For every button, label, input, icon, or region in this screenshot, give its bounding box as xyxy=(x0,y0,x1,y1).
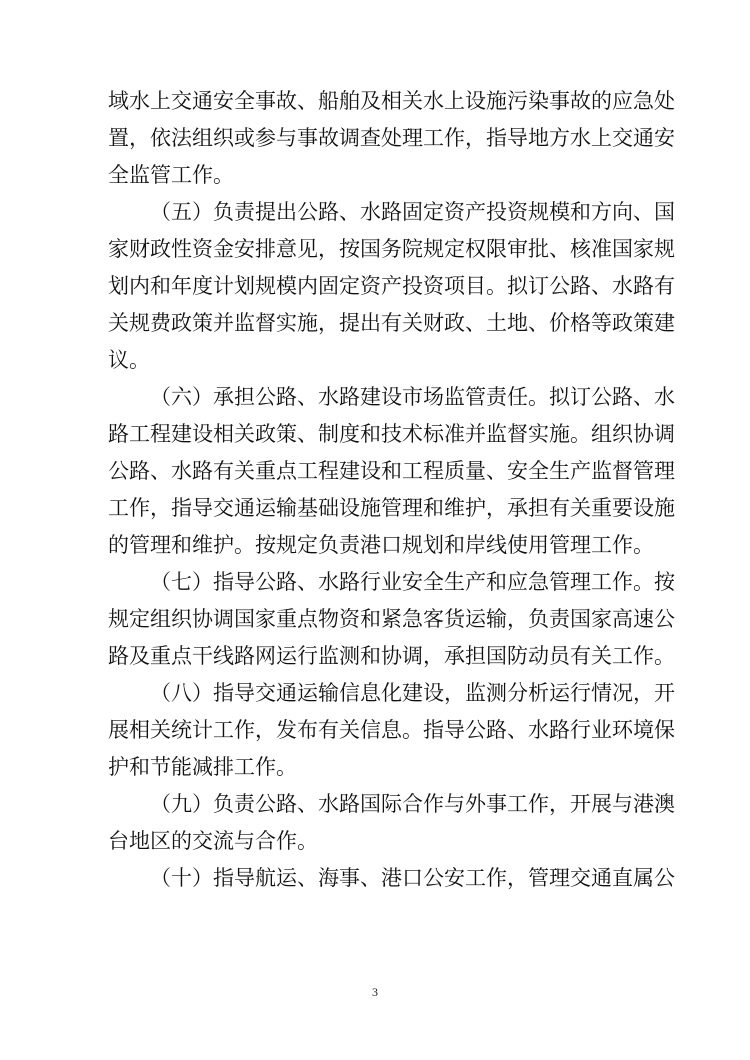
text-line: 路工程建设相关政策、制度和技术标准并监督实施。组织协调 xyxy=(108,422,675,446)
text-line: 家财政性资金安排意见，按国务院规定权限审批、核准国家规 xyxy=(108,237,675,261)
text-line: 台地区的交流与合作。 xyxy=(108,829,318,853)
text-line: 护和节能减排工作。 xyxy=(108,755,297,779)
text-line: 规定组织协调国家重点物资和紧急客货运输，负责国家高速公 xyxy=(108,607,675,631)
text-line: 关规费政策并监督实施，提出有关财政、土地、价格等政策建 xyxy=(108,311,675,335)
text-line: 路及重点干线路网运行监测和协调，承担国防动员有关工作。 xyxy=(108,644,675,668)
text-line: （六）承担公路、水路建设市场监管责任。拟订公路、水 xyxy=(150,385,675,409)
text-line: 议。 xyxy=(108,348,150,372)
text-line: 域水上交通安全事故、船舶及相关水上设施污染事故的应急处 xyxy=(108,89,675,113)
text-line: 的管理和维护。按规定负责港口规划和岸线使用管理工作。 xyxy=(108,533,654,557)
body-text xyxy=(108,83,675,897)
text-line: （八）指导交通运输信息化建设，监测分析运行情况，开 xyxy=(150,681,675,705)
text-line: （七）指导公路、水路行业安全生产和应急管理工作。按 xyxy=(150,570,675,594)
text-line: 公路、水路有关重点工程建设和工程质量、安全生产监督管理 xyxy=(108,459,675,483)
text-line: （九）负责公路、水路国际合作与外事工作，开展与港澳 xyxy=(150,792,675,816)
page-number: 3 xyxy=(372,985,378,999)
text-line: 展相关统计工作，发布有关信息。指导公路、水路行业环境保 xyxy=(108,718,675,742)
text-line: （十）指导航运、海事、港口公安工作，管理交通直属公 xyxy=(150,866,675,890)
text-line: 全监管工作。 xyxy=(108,163,234,187)
text-line: （五）负责提出公路、水路固定资产投资规模和方向、国 xyxy=(150,200,675,224)
text-line: 置，依法组织或参与事故调查处理工作，指导地方水上交通安 xyxy=(108,126,675,150)
text-line: 工作，指导交通运输基础设施管理和维护，承担有关重要设施 xyxy=(108,496,675,520)
text-line: 划内和年度计划规模内固定资产投资项目。拟订公路、水路有 xyxy=(108,274,675,298)
